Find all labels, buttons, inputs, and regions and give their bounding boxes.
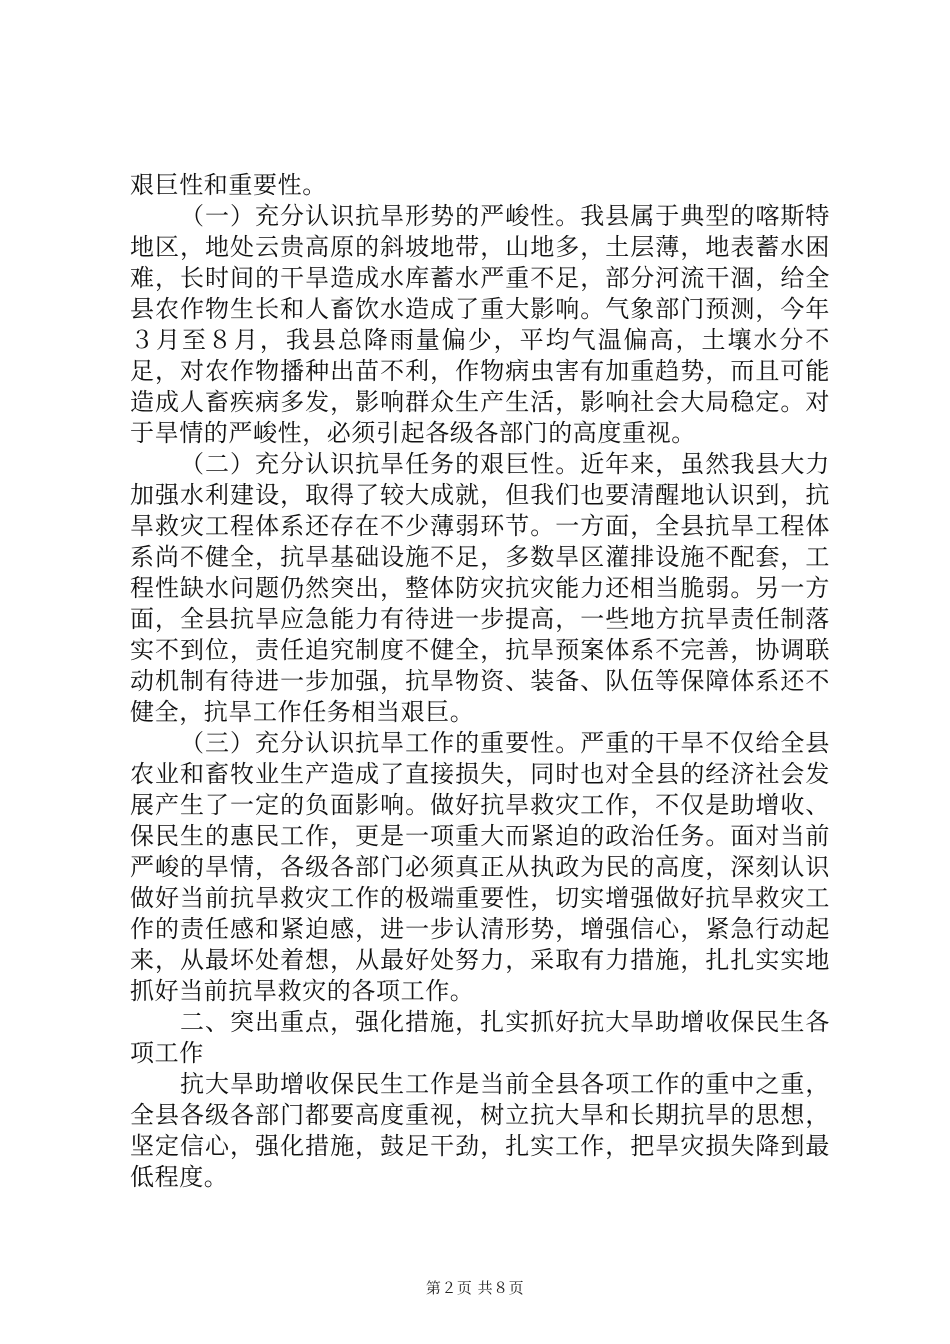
document-body bbox=[130, 170, 830, 1193]
paragraph-section-2: （二）充分认识抗旱任务的艰巨性。近年来，虽然我县大力加强水利建设，取得了较大成就，但我们也要清醒地认识到，抗旱救灾工程体系还存在不少薄弱环节。一方面，全县抗旱工程体系尚不健全，抗旱基础设施不足，多数旱区灌排设施不配套，工程性缺水问题仍然突出，整体防灾抗灾能力还相当脆弱。另一方面，全县抗旱应急能力有待进一步提高，一些地方抗旱责任制落实不到位，责任追究制度不健全，抗旱预案体系不完善，协调联动机制有待进一步加强，抗旱物资、装备、队伍等保障体系还不健全，抗旱工作任务相当艰巨。 bbox=[130, 450, 830, 726]
heading-part-two: 二、突出重点，强化措施，扎实抓好抗大旱助增收保民生各项工作 bbox=[130, 1008, 830, 1067]
page-footer: 第２页 共８页 bbox=[425, 1279, 525, 1297]
paragraph-section-3: （三）充分认识抗旱工作的重要性。严重的干旱不仅给全县农业和畜牧业生产造成了直接损失，同时也对全县的经济社会发展产生了一定的负面影响。做好抗旱救灾工作，不仅是助增收、保民生的惠民工作，更是一项重大而紧迫的政治任务。面对当前严峻的旱情，各级各部门必须真正从执政为民的高度，深刻认识做好当前抗旱救灾工作的极端重要性，切实增强做好抗旱救灾工作的责任感和紧迫感，进一步认清形势，增强信心，紧急行动起来，从最坏处着想，从最好处努力，采取有力措施，扎扎实实地抓好当前抗旱救灾的各项工作。 bbox=[130, 729, 830, 1005]
paragraph-part-two-intro: 抗大旱助增收保民生工作是当前全县各项工作的重中之重，全县各级各部门都要高度重视，树立抗大旱和长期抗旱的思想，坚定信心，强化措施，鼓足干劲，扎实工作，把旱灾损失降到最低程度。 bbox=[130, 1070, 830, 1191]
paragraph-section-1: （一）充分认识抗旱形势的严峻性。我县属于典型的喀斯特地区，地处云贵高原的斜坡地带，山地多，土层薄，地表蓄水困难，长时间的干旱造成水库蓄水严重不足，部分河流干涸，给全县农作物生长和人畜饮水造成了重大影响。气象部门预测，今年３月至８月，我县总降雨量偏少，平均气温偏高，土壤水分不足，对农作物播种出苗不利，作物病虫害有加重趋势，而且可能造成人畜疾病多发，影响群众生产生活，影响社会大局稳定。对于旱情的严峻性，必须引起各级各部门的高度重视。 bbox=[130, 202, 830, 447]
paragraph-continuation: 艰巨性和重要性。 bbox=[130, 171, 327, 199]
